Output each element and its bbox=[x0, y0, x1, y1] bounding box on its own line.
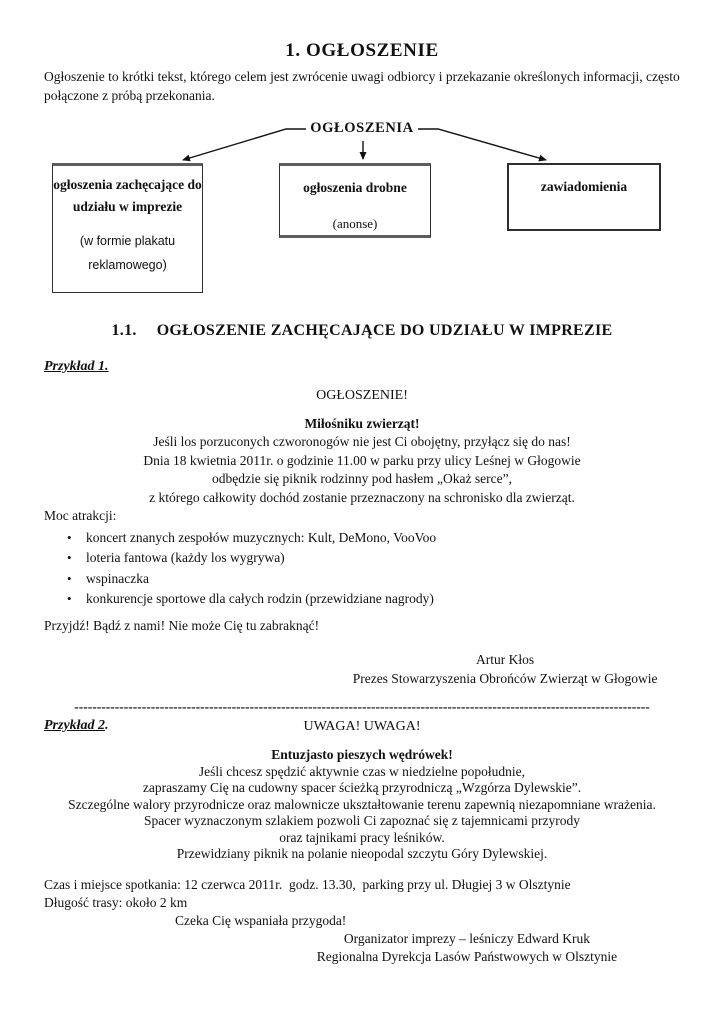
separator-line bbox=[44, 699, 680, 715]
announcement-line: odbędzie się piknik rodzinny pod hasłem „Okaż serce”, bbox=[212, 471, 512, 486]
signature-name: Organizator imprezy – leśniczy Edward Kruk bbox=[343, 930, 590, 946]
page-title: 1. OGŁOSZENIE bbox=[285, 40, 439, 61]
intro-paragraph: Ogłoszenie to krótki tekst, którego celem jest zwrócenie uwagi odbiorcy i przekazanie określonych informacji, często połączone z próbą przekonania. bbox=[44, 69, 680, 103]
announcement-line: Szczególne walory przyrodnicze oraz malownicze ukształtowanie terenu zapewnią niezapomniane wrażenia. bbox=[68, 796, 656, 812]
example2-heading: UWAGA! UWAGA! bbox=[303, 718, 421, 734]
example1-closing: Przyjdź! Bądź z nami! Nie może Cię tu zabraknąć! bbox=[44, 617, 320, 633]
example1-salutation: Miłośniku zwierząt! bbox=[304, 416, 420, 431]
diagram-box-title: ogłoszenia drobne bbox=[303, 180, 407, 195]
distance-line: Długość trasy: około 2 km bbox=[44, 894, 188, 910]
separator-dashes: -------------------------------------------------------------------------------------------------------------------------------- bbox=[74, 698, 650, 714]
diagram-box-notices bbox=[507, 163, 661, 231]
signature-title: Prezes Stowarzyszenia Obrońców Zwierząt w Głogowie bbox=[352, 670, 658, 686]
bullet-icon: • bbox=[67, 570, 72, 586]
meeting-info-line: Czas i miejsce spotkania: 12 czerwca 2011r. godz. 13.30, parking przy ul. Długiej 3 w Olsztynie bbox=[44, 876, 571, 892]
list-item bbox=[44, 569, 680, 590]
announcement-line: Dnia 18 kwietnia 2011r. o godzinie 11.00 w parku przy ulicy Leśnej w Głogowie bbox=[143, 452, 581, 468]
diagram-box-title: ogłoszenia zachęcające do udziału w imprezie bbox=[53, 177, 202, 214]
section-heading bbox=[44, 321, 680, 341]
announcement-types-diagram bbox=[44, 115, 680, 303]
announcement-line: z którego całkowity dochód zostanie przeznaczony na schronisko dla zwierząt. bbox=[149, 489, 575, 505]
list-item-text: loteria fantowa (każdy los wygrywa) bbox=[86, 550, 285, 565]
announcement-line: Spacer wyznaczonym szlakiem pozwoli Ci zapoznać się z tajemnicami przyrody bbox=[144, 813, 580, 828]
list-item-text: wspinaczka bbox=[86, 570, 149, 586]
list-item bbox=[44, 548, 680, 569]
example2-closing: Czeka Cię wspaniała przygoda! bbox=[175, 912, 347, 928]
section-title: OGŁOSZENIE ZACHĘCAJĄCE DO UDZIAŁU W IMPREZIE bbox=[156, 322, 613, 339]
bullet-icon: • bbox=[67, 529, 72, 545]
diagram-root-label: OGŁOSZENIA bbox=[310, 120, 414, 136]
announcement-line: zapraszamy Cię na cudowny spacer ścieżką przyrodniczą „Wzgórza Dylewskie”. bbox=[142, 780, 582, 795]
example2-salutation: Entuzjasto pieszych wędrówek! bbox=[271, 746, 453, 762]
announcement-line: Jeśli chcesz spędzić aktywnie czas w niedzielne popołudnie, bbox=[198, 763, 526, 779]
list-item-text: konkurencje sportowe dla całych rodzin (przewidziane nagrody) bbox=[86, 591, 434, 606]
signature-name: Artur Kłos bbox=[476, 651, 535, 667]
attractions-label: Moc atrakcji: bbox=[44, 508, 117, 523]
list-item bbox=[44, 589, 680, 610]
diagram-box-subtitle: (w formie plakatu reklamowego) bbox=[79, 234, 176, 272]
announcement-line: Jeśli los porzuconych czworonogów nie jest Ci obojętny, przyłącz się do nas! bbox=[153, 434, 571, 449]
diagram-box-classifieds bbox=[279, 163, 431, 238]
diagram-box-posters bbox=[52, 163, 203, 293]
section-number: 1.1. bbox=[111, 322, 137, 339]
example2-signature bbox=[254, 930, 680, 966]
attractions-list bbox=[44, 528, 680, 610]
example2-header-row bbox=[44, 717, 680, 736]
example2-label: Przykład 2. bbox=[44, 717, 109, 733]
signature-title: Regionalna Dyrekcja Lasów Państwowych w Olsztynie bbox=[316, 948, 618, 964]
diagram-box-title: zawiadomienia bbox=[540, 179, 628, 194]
announcement-line: oraz tajnikami pracy leśników. bbox=[279, 829, 445, 845]
example2-label-period: . bbox=[105, 717, 109, 733]
announcement-line: Przewidziany piknik na polanie nieopodal szczytu Góry Dylewskiej. bbox=[176, 846, 548, 861]
diagram-box-subtitle: (anonse) bbox=[332, 216, 378, 231]
example1-label: Przykład 1. bbox=[44, 359, 109, 374]
bullet-icon: • bbox=[67, 550, 72, 565]
list-item bbox=[44, 528, 680, 549]
bullet-icon: • bbox=[67, 591, 72, 606]
list-item-text: koncert znanych zespołów muzycznych: Kult, DeMono, VooVoo bbox=[86, 529, 437, 545]
example1-heading: OGŁOSZENIE! bbox=[316, 388, 408, 403]
example1-signature bbox=[330, 650, 680, 688]
